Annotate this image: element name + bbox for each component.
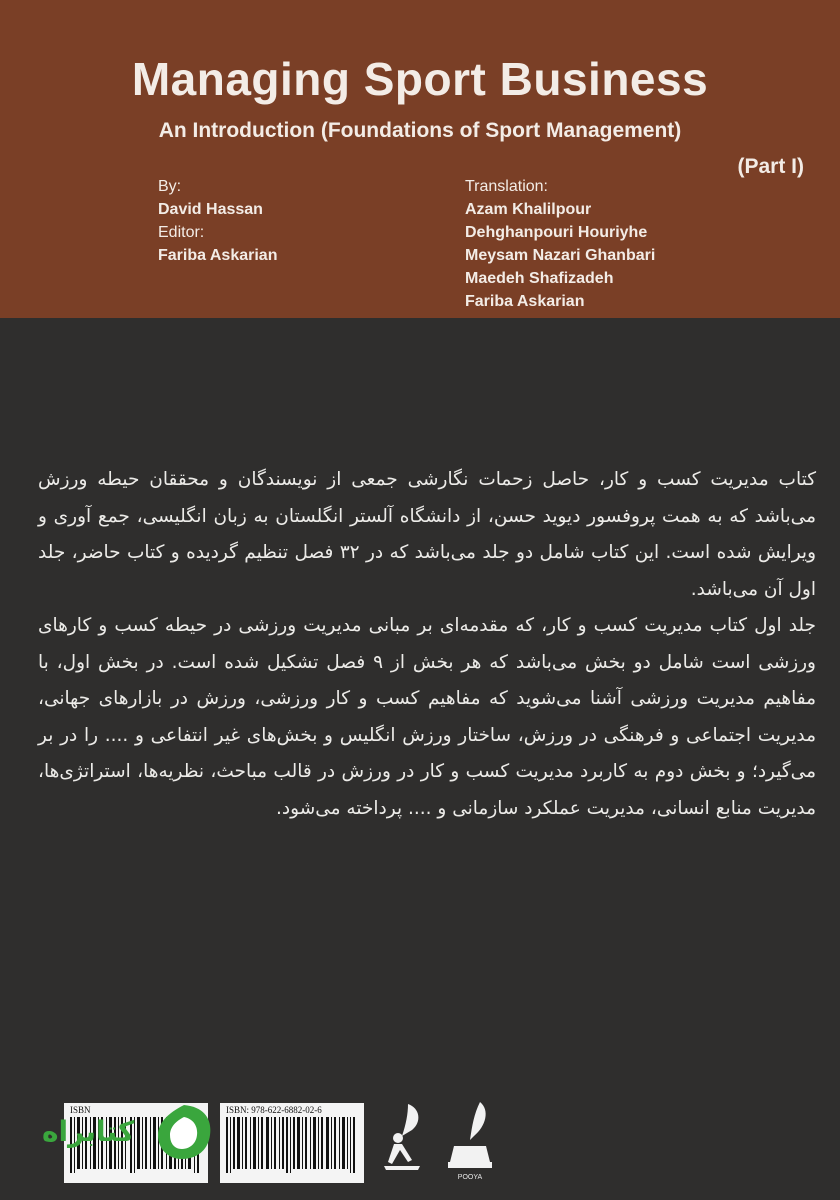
translator-name: Maedeh Shafizadeh [465,270,614,287]
writer-quill-icon [372,1100,432,1172]
isbn-barcode [220,1103,364,1183]
part-label: (Part I) [737,155,804,178]
leaf-icon [154,1103,214,1161]
author-editor-credits [158,175,277,267]
author-name: David Hassan [158,201,263,218]
isbn-label: ISBN: 978-622-6882-02-6 [226,1105,322,1115]
description-paragraph-2: جلد اول کتاب مدیریت کسب و کار، که مقدمه‌ای بر مبانی مدیریت ورزشی در حیطه کسب و کارهای ورزشی است شامل دو بخش می‌باشد که هر بخش از ۹ فصل تشکیل شده است. در بخش اول، با مفاهیم مدیریت ورزشی آشنا می‌شوید که مفاهیم کسب و کار ورزشی، ورزش در بازارهای جهانی، مدیریت اجتماعی و فرهنگی در ورزش، ساختار ورزش انگلیس و بخش‌های غیر انتفاعی و .... را در بر می‌گیرد؛ و بخش دوم به کاربرد مدیریت کسب و کار در ورزش در قالب مباحث، نظریه‌ها، استراتژی‌ها، مدیریت منابع انسانی، مدیریت عملکرد سازمانی و .... پرداخته می‌شود. [38,615,816,819]
book-title: Managing Sport Business [131,53,709,105]
ketabrah-logo [42,1103,210,1161]
book-description [38,462,816,827]
publisher-logo-1 [372,1100,432,1190]
description-paragraph-1: کتاب مدیریت کسب و کار، حاصل زحمات نگارشی جمعی از نویسندگان و محققان حیطه ورزش می‌باشد که به همت پروفسور دیوید حسن، از دانشگاه آلستر انگلستان به زبان انگلیسی، جمع آوری و ویرایش شده است. این کتاب شامل دو جلد می‌باشد که در ۳۲ فصل تنظیم گردیده و کتاب حاضر، جلد اول آن می‌باشد. [38,469,817,600]
store-logo-text: کتابراه [42,1115,135,1148]
editor-name: Fariba Askarian [158,247,278,264]
translation-label: Translation: [465,178,548,195]
barcode-icon [226,1117,358,1173]
translator-name: Fariba Askarian [465,293,585,310]
header-band [0,0,840,318]
translator-name: Meysam Nazari Ghanbari [465,247,656,264]
publisher-caption: POOYA [457,1174,483,1181]
editor-label: Editor: [158,224,205,241]
translator-credits [465,175,655,313]
by-label: By: [158,178,182,195]
book-subtitle: An Introduction (Foundations of Sport Management) [158,119,682,142]
isbn-label: ISBN [70,1105,91,1115]
translator-name: Dehghanpouri Houriyhe [465,224,648,241]
quill-inkpot-icon [440,1100,500,1172]
translator-name: Azam Khalilpour [465,201,592,218]
publisher-logo-2 [440,1100,500,1190]
